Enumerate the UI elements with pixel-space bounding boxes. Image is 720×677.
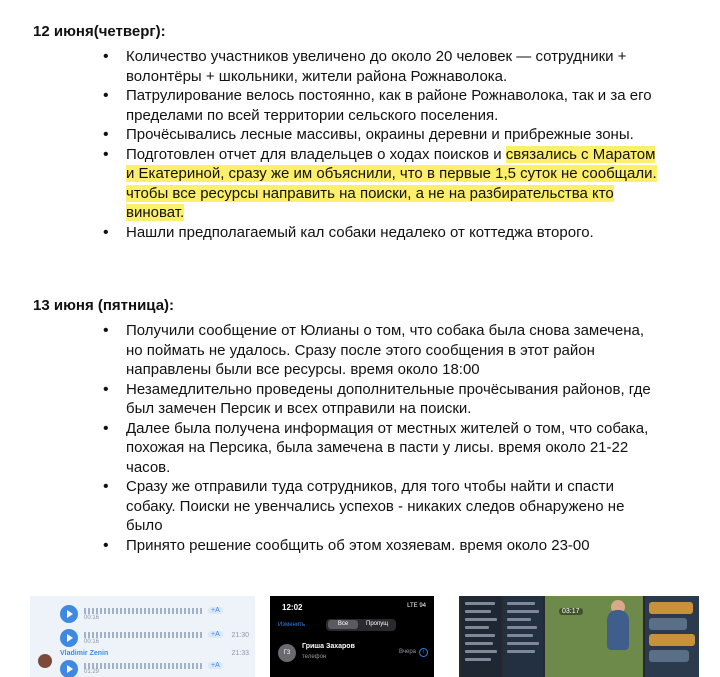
video-time: 03:17 [559, 608, 583, 615]
day-12-list [0, 47, 720, 242]
voice-duration: 01:29 [84, 669, 100, 675]
voice-message-row [30, 652, 255, 674]
network-status: LTE 94 [407, 603, 426, 609]
sender-name: Vladimir Zenin [60, 650, 109, 657]
day-13-heading: 13 июня (пятница): [33, 297, 175, 314]
day-12-june-section [0, 22, 720, 242]
tab-all: Все [328, 620, 358, 629]
voice-message-row [30, 626, 255, 648]
chat-panel [645, 596, 699, 677]
transcribe-badge: +A [208, 607, 223, 614]
voice-message-row [30, 602, 255, 624]
waveform-icon [84, 663, 202, 669]
waveform-icon [84, 632, 202, 638]
list-item: • Прочёсывались лесные массивы, окраины деревни и прибрежные зоны. [126, 125, 658, 145]
contact-name: Гриша Захаров [302, 643, 355, 650]
chat-list-panel [461, 596, 501, 677]
calls-screenshot[interactable] [270, 596, 434, 677]
list-item: • Патрулирование велось постоянно, как в районе Рожнаволока, так и за его пределами по всей территории сельского поселения. [126, 86, 658, 125]
voice-duration: 00:16 [84, 639, 100, 645]
chat-list-panel [503, 596, 543, 677]
person-body [607, 610, 629, 650]
list-item: • Принято решение сообщить об этом хозяевам. время около 23-00 [126, 536, 658, 556]
day-12-heading: 12 июня(четверг): [33, 23, 166, 40]
avatar: ГЗ [278, 644, 296, 662]
play-icon [60, 629, 78, 647]
list-item: • Количество участников увеличено до около 20 человек — сотрудники + волонтёры + школьники, жители района Рожнаволока. [126, 47, 658, 86]
list-item: • Сразу же отправили туда сотрудников, для того чтобы найти и спасти собаку. Поиски не увенчались успехов - никаких следов обнаружено не было [126, 477, 658, 536]
list-item: • Получили сообщение от Юлианы о том, что собака была снова замечена, но поймать не удалось. Сразу после этого сообщения в этот район направлены были все ресурсы. время около 18:00 [126, 321, 658, 380]
calls-filter [326, 619, 396, 631]
play-icon [60, 660, 78, 677]
day-13-june-section [0, 296, 720, 555]
transcribe-badge: +A [208, 662, 223, 669]
highlighted-text: связались с Маратом и Екатериной, сразу же им объяснили, что в первые 1,5 суток не сообщали. чтобы все ресурсы направить на поиски, а не на разбирательства кто виноват. [126, 145, 657, 221]
play-icon [60, 605, 78, 623]
message-time: 21:30 [231, 632, 249, 639]
call-type: телефон [302, 654, 327, 660]
list-item: • Далее была получена информация от местных жителей о том, что собака, похожая на Персика, была замечена в пасти у лисы. время около 21-22 часов. [126, 419, 658, 478]
day-13-list [0, 321, 720, 555]
status-time: 12:02 [282, 603, 303, 612]
waveform-icon [84, 608, 202, 614]
info-icon: i [419, 648, 428, 657]
call-date: Вчера [399, 649, 416, 655]
list-item: • Незамедлительно проведены дополнительные прочёсывания районов, где был замечен Персик и всех отправили на поиски. [126, 380, 658, 419]
edit-button: Изменить [278, 622, 306, 628]
collage-screenshot[interactable] [459, 596, 699, 677]
transcribe-badge: +A [208, 631, 223, 638]
voice-messages-screenshot[interactable] [30, 596, 255, 677]
tab-missed: Пропущ [366, 621, 389, 627]
message-time: 21:33 [231, 650, 249, 657]
list-item: • Подготовлен отчет для владельцев о ходах поисков и связались с Маратом и Екатериной, сразу же им объяснили, что в первые 1,5 суток не сообщали. чтобы все ресурсы направить на поиски, а не на разбирательства кто виноват. [126, 145, 658, 223]
avatar [38, 654, 52, 668]
voice-duration: 00:16 [84, 615, 100, 621]
video-frame-panel [545, 596, 643, 677]
list-item: • Нашли предполагаемый кал собаки недалеко от коттеджа второго. [126, 223, 658, 243]
screenshot-thumbnails [0, 588, 720, 677]
